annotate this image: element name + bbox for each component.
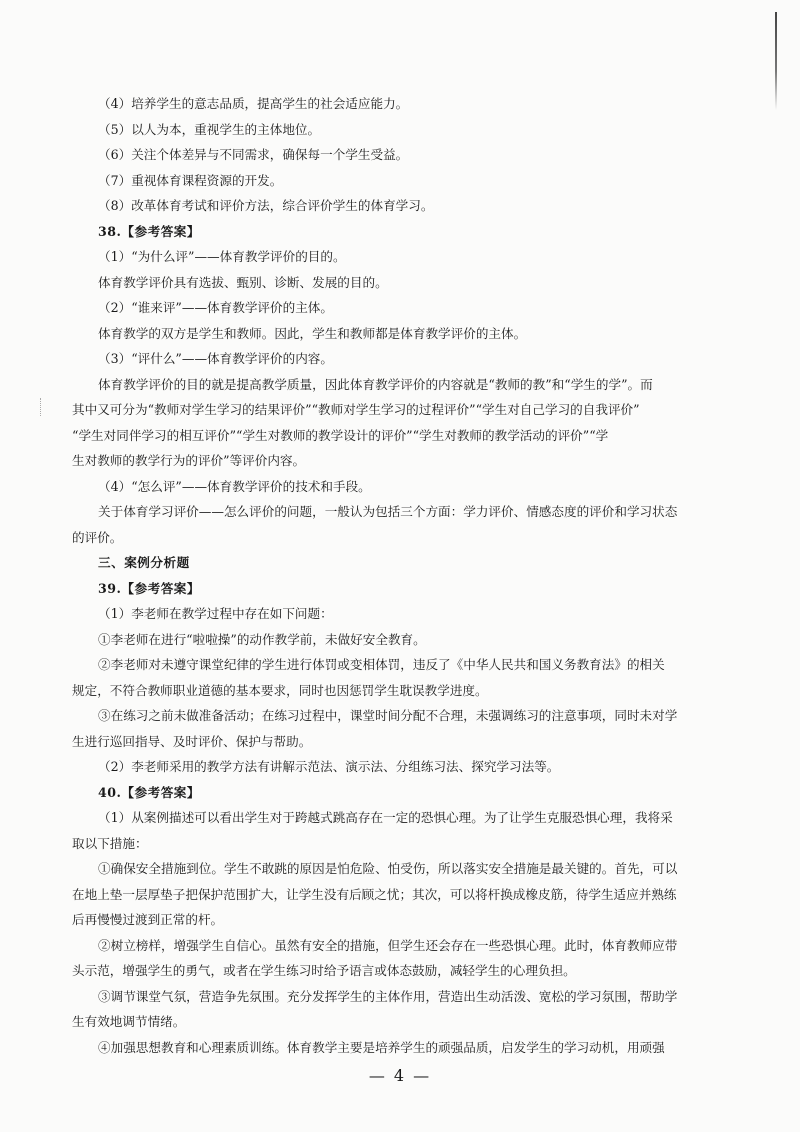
text-line: （1）“为什么评”——体育教学评价的目的。 <box>98 249 346 264</box>
text-line: ③调节课堂气氛，营造争先氛围。充分发挥学生的主体作用，营造出生动活泼、宽松的学习氛围，帮助学 <box>98 988 678 1004</box>
text-line: ②树立榜样，增强学生自信心。虽然有安全的措施，但学生还会存在一些恐惧心理。此时，体育教师应带 <box>98 937 678 953</box>
text-line: （2）李老师采用的教学方法有讲解示范法、演示法、分组练习法、探究学习法等。 <box>98 759 560 774</box>
text-line: （3）“评什么”——体育教学评价的内容。 <box>98 351 333 366</box>
section-heading: 三、案例分析题 <box>98 555 190 570</box>
text-line: 生对教师的教学行为的评价”等评价内容。 <box>72 453 306 468</box>
scan-margin-artifact <box>40 398 47 416</box>
text-line: （7）重视体育课程资源的开发。 <box>98 172 283 188</box>
section-heading: 40.【参考答案】 <box>98 784 200 800</box>
text-line: （8）改革体育考试和评价方法，综合评价学生的体育学习。 <box>98 198 434 213</box>
text-line: 生有效地调节情绪。 <box>72 1014 186 1029</box>
text-line: 体育教学的双方是学生和教师。因此，学生和教师都是体育教学评价的主体。 <box>98 325 527 341</box>
text-line: 生进行巡回指导、及时评价、保护与帮助。 <box>72 733 312 749</box>
text-line: ②李老师对未遵守课堂纪律的学生进行体罚或变相体罚，违反了《中华人民共和国义务教育法》的相关 <box>98 657 665 672</box>
text-line: （2）“谁来评”——体育教学评价的主体。 <box>98 300 333 315</box>
text-line: （1）从案例描述可以看出学生对于跨越式跳高存在一定的恐惧心理。为了让学生克服恐惧心理，我将采 <box>98 810 673 825</box>
section-heading: 38.【参考答案】 <box>98 223 200 239</box>
text-line: 其中又可分为“教师对学生学习的结果评价”“教师对学生学习的过程评价”“学生对自己学习的自我评价” <box>72 402 640 417</box>
text-line: ③在练习之前未做准备活动；在练习过程中，课堂时间分配不合理，未强调练习的注意事项，同时未对学 <box>98 708 678 723</box>
text-line: 关于体育学习评价——怎么评价的问题，一般认为包括三个方面：学力评价、情感态度的评价和学习状态 <box>98 504 678 519</box>
text-line: ①李老师在进行“啦啦操”的动作教学前，未做好安全教育。 <box>98 631 426 647</box>
text-line: 取以下措施： <box>72 835 148 851</box>
text-line: 体育教学评价具有选拔、甄别、诊断、发展的目的。 <box>98 274 388 290</box>
text-line: 在地上垫一层厚垫子把保护范围扩大，让学生没有后顾之忧；其次，可以将杆换成橡皮筋，待学生适应并熟练 <box>72 886 677 902</box>
section-heading: 39.【参考答案】 <box>98 580 200 596</box>
page-number: — 4 — <box>368 1066 432 1085</box>
text-line: （4）培养学生的意志品质，提高学生的社会适应能力。 <box>98 96 409 111</box>
text-line: （4）“怎么评”——体育教学评价的技术和手段。 <box>98 478 371 494</box>
text-line: （5）以人为本，重视学生的主体地位。 <box>98 121 321 137</box>
text-line: （1）李老师在教学过程中存在如下问题： <box>98 606 333 621</box>
text-line: ①确保安全措施到位。学生不敢跳的原因是怕危险、怕受伤，所以落实安全措施是最关键的。首先，可以 <box>98 861 678 876</box>
text-line: 的评价。 <box>72 529 123 545</box>
scan-border-artifact <box>775 12 777 110</box>
text-line: （6）关注个体差异与不同需求，确保每一个学生受益。 <box>98 147 409 162</box>
text-line: 规定，不符合教师职业道德的基本要求，同时也因惩罚学生耽误教学进度。 <box>72 682 488 698</box>
text-line: ④加强思想教育和心理素质训练。体育教学主要是培养学生的顽强品质，启发学生的学习动机，用顽强 <box>98 1039 665 1055</box>
text-line: 体育教学评价的目的就是提高教学质量，因此体育教学评价的内容就是“教师的教”和“学生的学”。而 <box>98 376 653 392</box>
text-line: 头示范，增强学生的勇气，或者在学生练习时给予语言或体态鼓励，减轻学生的心理负担。 <box>72 963 576 978</box>
text-line: “学生对同伴学习的相互评价”“学生对教师的教学设计的评价”“学生对教师的教学活动的评价”“学 <box>72 427 609 443</box>
text-line: 后再慢慢过渡到正常的杆。 <box>72 912 224 927</box>
document-body <box>72 91 720 1060</box>
